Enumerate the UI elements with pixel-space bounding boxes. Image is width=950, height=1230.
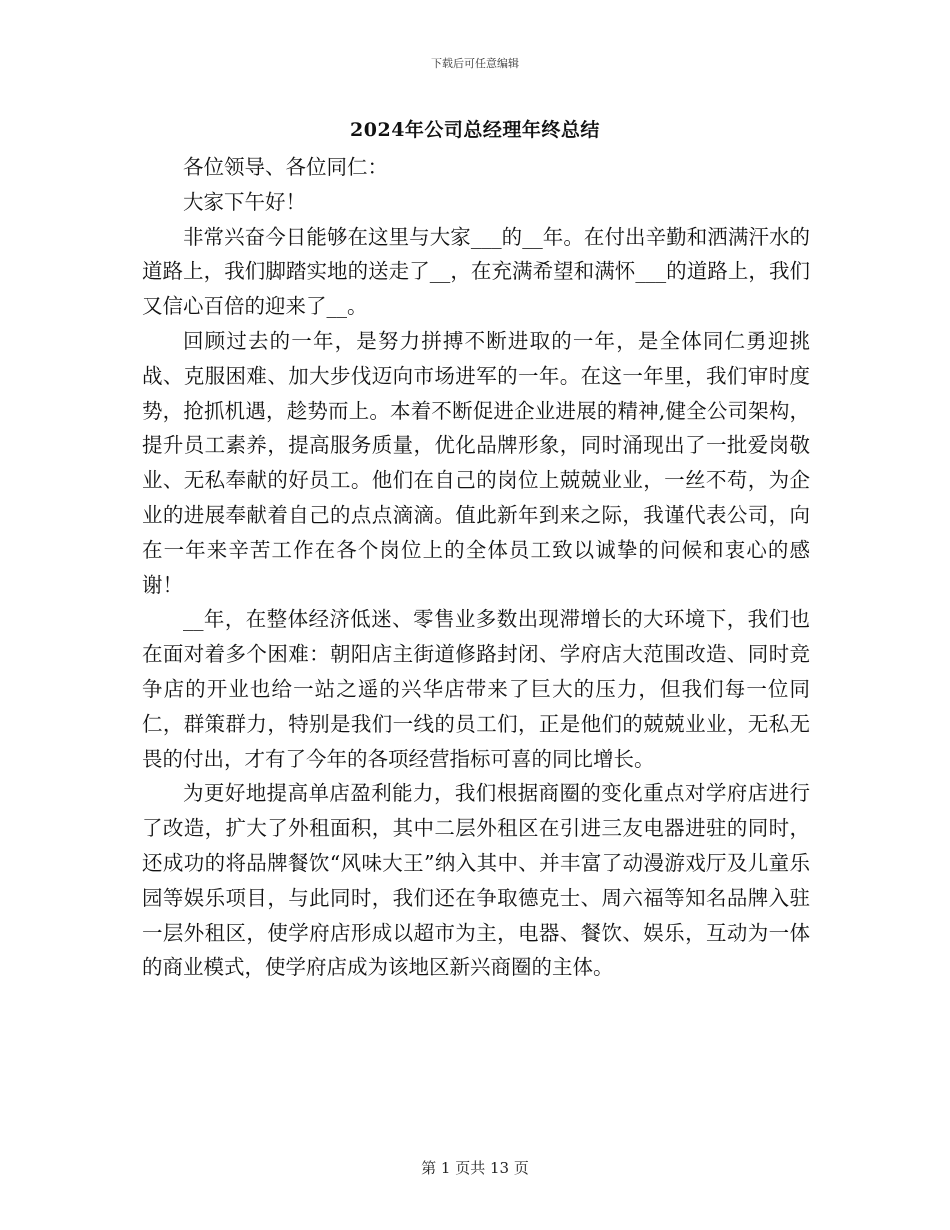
paragraph-salutation: 大家下午好！	[183, 189, 306, 214]
paragraph-renovation: 为更好地提高单店盈利能力，我们根据商圈的变化重点对学府店进行了改造，扩大了外租面积，其中二层外租区在引进三友电器进驻的同时，还成功的将品牌餐饮“风味大王”纳入其中、并丰富了动漫游戏厅及儿童乐园等娱乐项目，与此同时，我们还在争取德克士、周六福等知名品牌入驻一层外租区，使学府店形成以超市为主，电器、餐饮、娱乐，互动为一体的商业模式，使学府店成为该地区新兴商圈的主体。	[142, 781, 810, 980]
document-title: 2024年公司总经理年终总结	[350, 119, 600, 141]
header-note: 下载后可任意编辑	[431, 57, 519, 70]
document-body	[142, 150, 810, 985]
paragraph-greeting: 各位领导、各位同仁：	[183, 155, 388, 179]
page-number: 第 1 页共 13 页	[421, 1159, 529, 1177]
paragraph-review: 回顾过去的一年，是努力拼搏不断进取的一年，是全体同仁勇迎挑战、克服困难、加大步伐迈向市场进军的一年。在这一年里，我们审时度势，抢抓机遇，趁势而上。本着不断促进企业进展的精神,健全公司架构，提升员工素养，提高服务质量，优化品牌形象，同时涌现出了一批爱岗敬业、无私奉献的好员工。他们在自己的岗位上兢兢业业，一丝不苟，为企业的进展奉献着自己的点点滴滴。值此新年到来之际，我谨代表公司，向在一年来辛苦工作在各个岗位上的全体员工致以诚挚的问候和衷心的感谢！	[142, 328, 810, 597]
paragraph-challenges: __年，在整体经济低迷、零售业多数出现滞增长的大环境下，我们也在面对着多个困难：朝阳店主街道修路封闭、学府店大范围改造、同时竞争店的开业也给一站之遥的兴华店带来了巨大的压力，但我们每一位同仁，群策群力，特别是我们一线的员工们，正是他们的兢兢业业，无私无畏的付出，才有了今年的各项经营指标可喜的同比增长。	[142, 607, 810, 771]
paragraph-opening: 非常兴奋今日能够在这里与大家___的__年。在付出辛勤和洒满汗水的道路上，我们脚踏实地的送走了__，在充满希望和满怀___的道路上，我们又信心百倍的迎来了__。	[142, 224, 810, 319]
